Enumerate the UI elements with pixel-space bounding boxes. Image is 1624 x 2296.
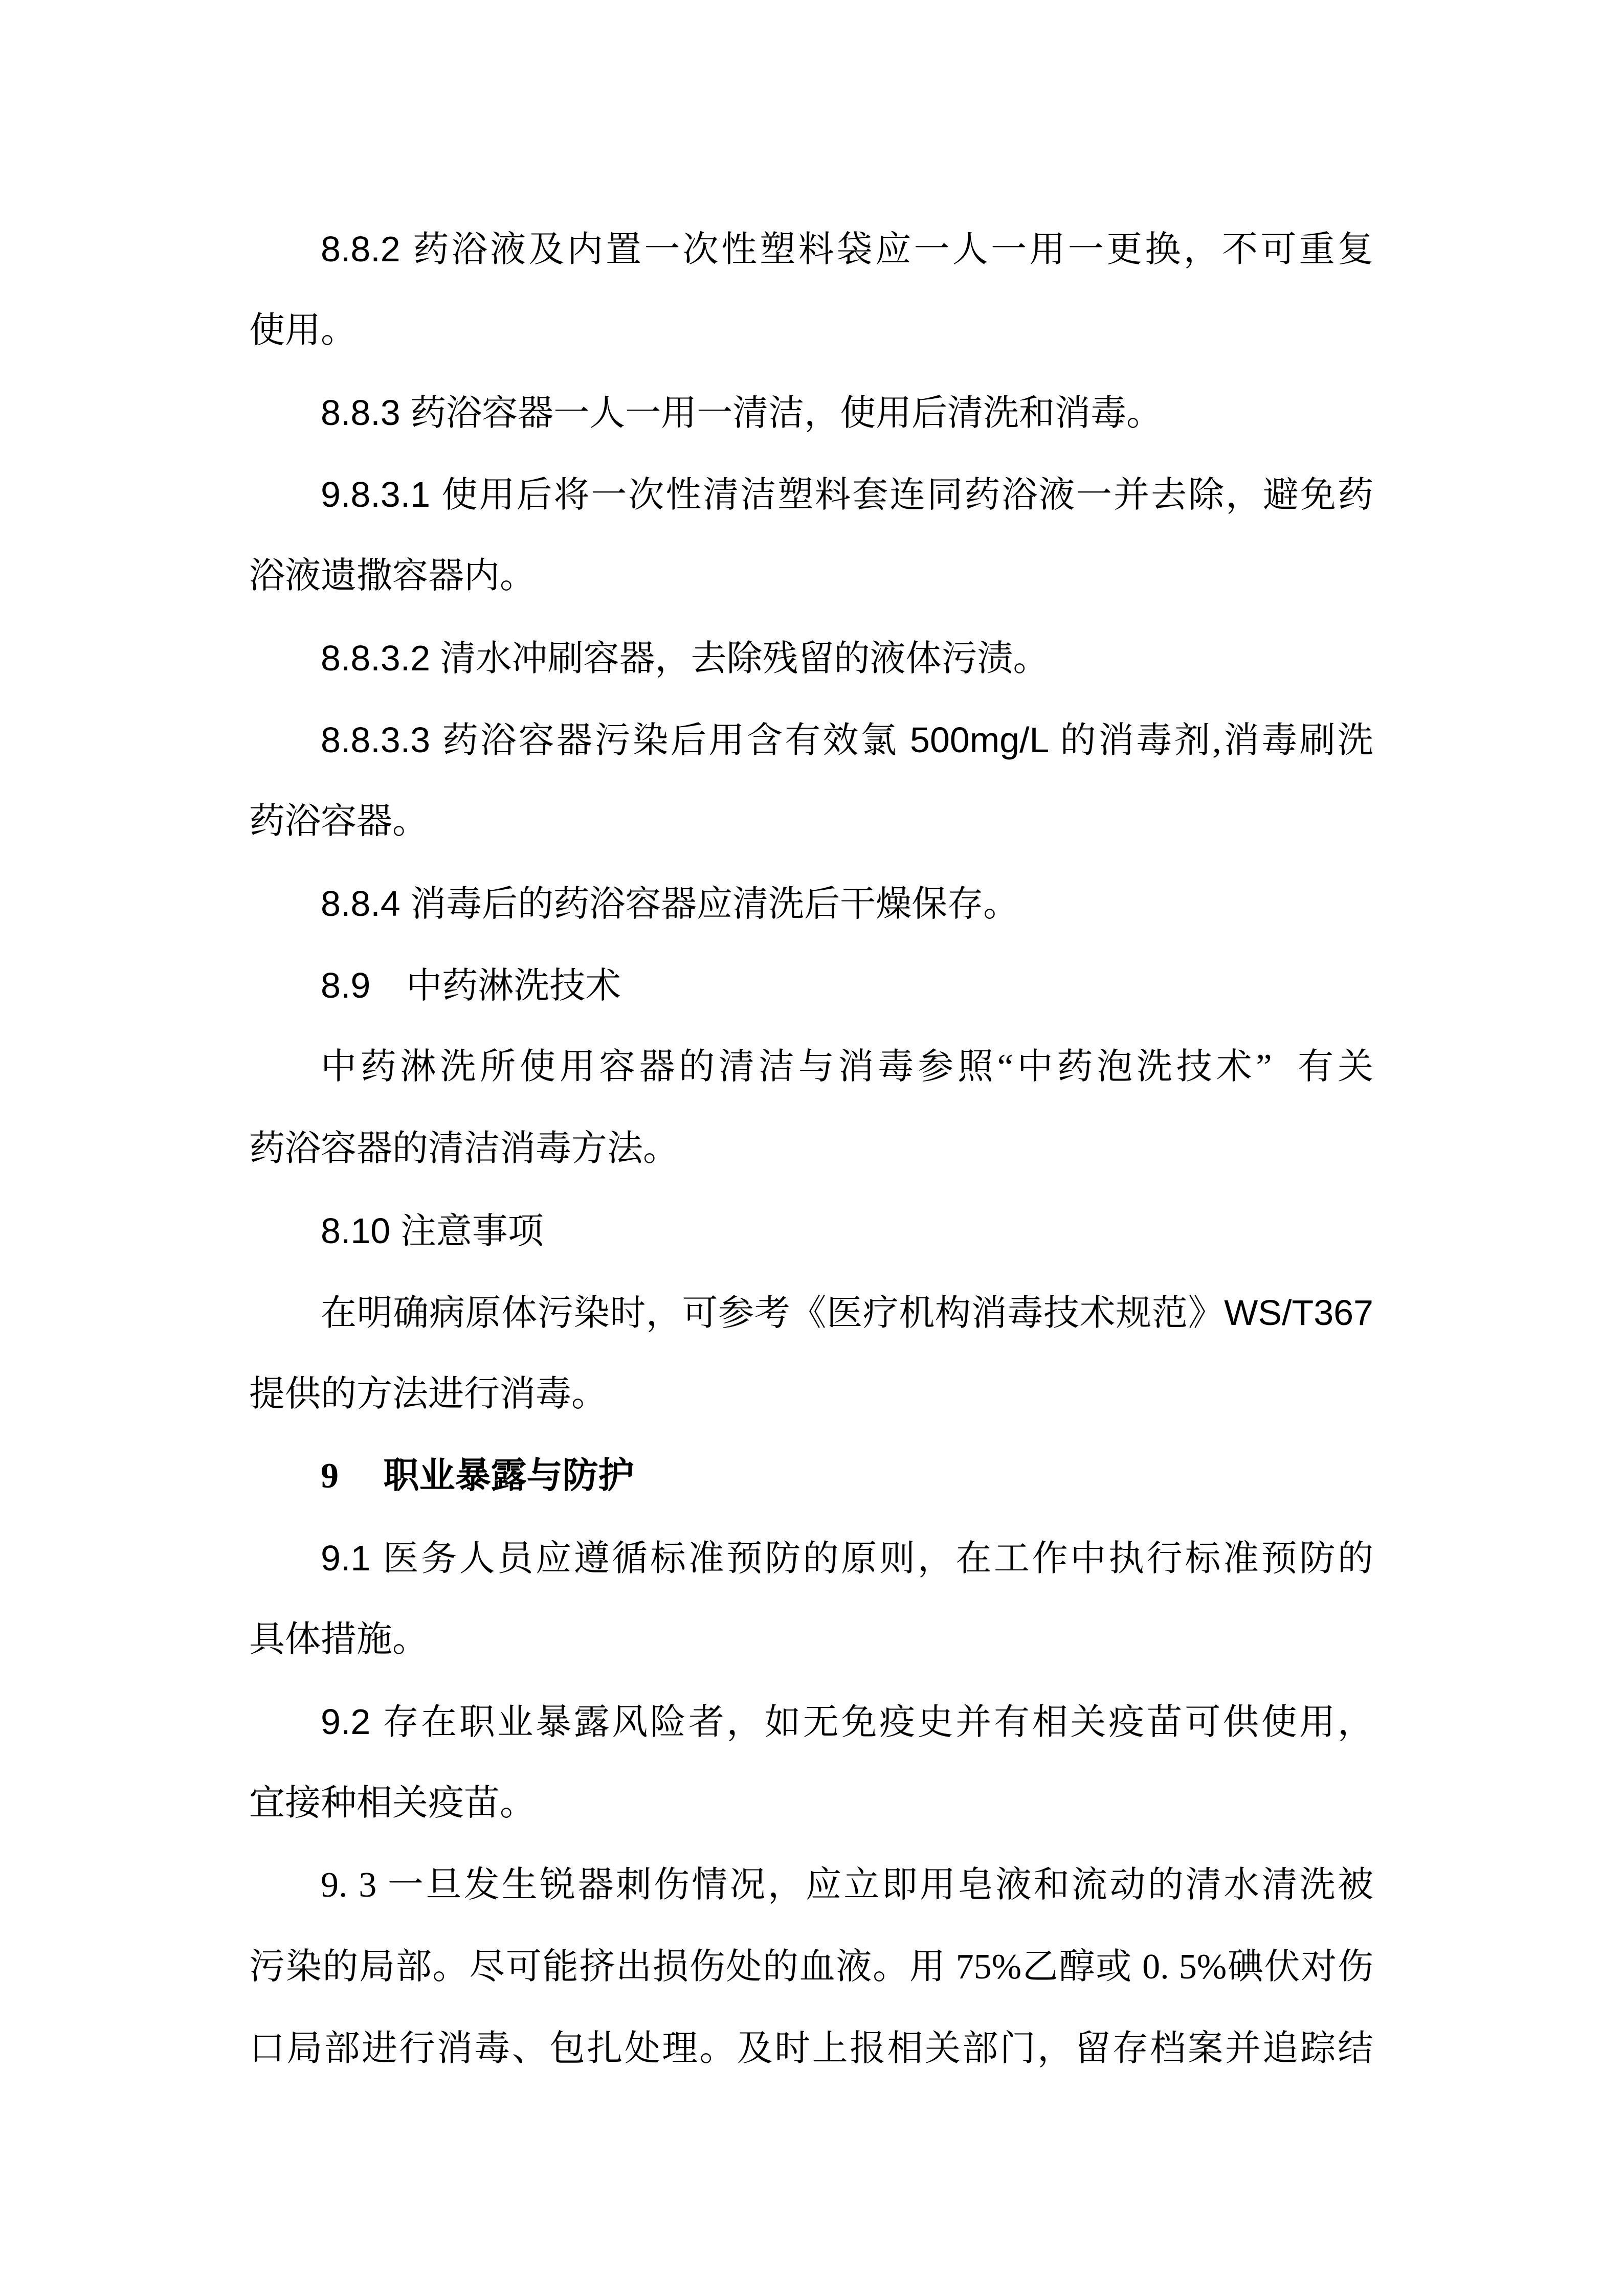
text-line xyxy=(249,1108,1373,1190)
text-line xyxy=(249,1026,1373,1108)
text-line xyxy=(249,699,1373,781)
text-line xyxy=(249,290,1373,372)
text-line xyxy=(249,2008,1373,2090)
text-segment: 使用。 xyxy=(249,311,357,350)
clause-number: 9.1 xyxy=(321,1538,383,1578)
text-segment: 药浴容器污染后用含有效氯 xyxy=(442,721,910,760)
text-line xyxy=(249,372,1373,454)
text-segment: 药浴液及内置一次性塑料袋应一人一用一更换，不可重复 xyxy=(413,230,1373,269)
clause-number: 8.8.3 xyxy=(321,393,411,433)
text-line xyxy=(249,454,1373,535)
text-line xyxy=(249,1190,1373,1272)
text-segment: 在明确病原体污染时，可参考《医疗机构消毒技术规范》 xyxy=(321,1294,1225,1333)
text-line xyxy=(249,1926,1373,2008)
text-segment: 药浴容器。 xyxy=(249,802,428,841)
section-heading: 9 职业暴露与防护 xyxy=(321,1456,634,1496)
text-line xyxy=(249,1681,1373,1763)
text-segment: 9. 3 一旦发生锐器刺伤情况，应立即用皂液和流动的清水清洗被 xyxy=(321,1865,1373,1905)
subsection-title: 注意事项 xyxy=(400,1212,544,1251)
clause-number: 8.9 xyxy=(321,965,371,1005)
text-segment: 医务人员应遵循标准预防的原则，在工作中执行标准预防的 xyxy=(383,1539,1373,1579)
standard-code: WS/T367 xyxy=(1224,1293,1373,1333)
text-segment: 使用后将一次性清洁塑料套连同药浴液一并去除，避免药 xyxy=(441,476,1373,515)
text-line xyxy=(249,944,1373,1026)
text-segment: 宜接种相关疫苗。 xyxy=(249,1784,536,1823)
clause-number: 8.8.4 xyxy=(321,884,411,924)
text-segment: 提供的方法进行消毒。 xyxy=(249,1375,607,1414)
clause-number: 8.8.3.3 xyxy=(321,720,442,760)
text-line xyxy=(249,535,1373,617)
clause-number: 8.10 xyxy=(321,1211,401,1251)
text-segment: 药浴容器一人一用一清洁，使用后清洗和消毒。 xyxy=(410,394,1163,433)
clause-number: 9.8.3.1 xyxy=(321,475,442,514)
text-block xyxy=(249,208,1373,2090)
text-line xyxy=(249,1272,1373,1354)
text-segment: 浴液遗撒容器内。 xyxy=(249,556,536,596)
clause-number: 8.8.2 xyxy=(321,229,413,269)
text-line xyxy=(249,1844,1373,1926)
text-line xyxy=(249,1599,1373,1681)
clause-number: 8.8.3.2 xyxy=(321,638,440,678)
text-line xyxy=(249,1517,1373,1599)
text-segment: 中药淋洗所使用容器的清洁与消毒参照“中药泡洗技术” 有关 xyxy=(321,1047,1373,1087)
text-segment: 污染的局部。尽可能挤出损伤处的血液。用 75%乙醇或 0. 5%碘伏对伤 xyxy=(249,1947,1373,1987)
text-line xyxy=(249,1763,1373,1844)
text-line xyxy=(249,208,1373,290)
text-segment: 清水冲刷容器，去除残留的液体污渍。 xyxy=(440,639,1049,679)
text-line xyxy=(249,781,1373,863)
text-segment: 具体措施。 xyxy=(249,1620,428,1659)
text-segment: 药浴容器的清洁消毒方法。 xyxy=(249,1129,679,1168)
text-line xyxy=(249,617,1373,699)
text-segment: 口局部进行消毒、包扎处理。及时上报相关部门，留存档案并追踪结 xyxy=(249,2029,1373,2068)
clause-number: 9.2 xyxy=(321,1702,383,1742)
subsection-title: 中药淋洗技术 xyxy=(370,966,621,1006)
measurement-value: 500mg/L xyxy=(910,720,1060,760)
text-segment: 的消毒剂,消毒刷洗 xyxy=(1060,721,1373,760)
text-line xyxy=(249,863,1373,944)
text-line xyxy=(249,1354,1373,1435)
text-segment: 存在职业暴露风险者，如无免疫史并有相关疫苗可供使用， xyxy=(383,1703,1373,1742)
text-segment: 消毒后的药浴容器应清洗后干燥保存。 xyxy=(410,885,1019,924)
section-heading-line xyxy=(249,1435,1373,1517)
